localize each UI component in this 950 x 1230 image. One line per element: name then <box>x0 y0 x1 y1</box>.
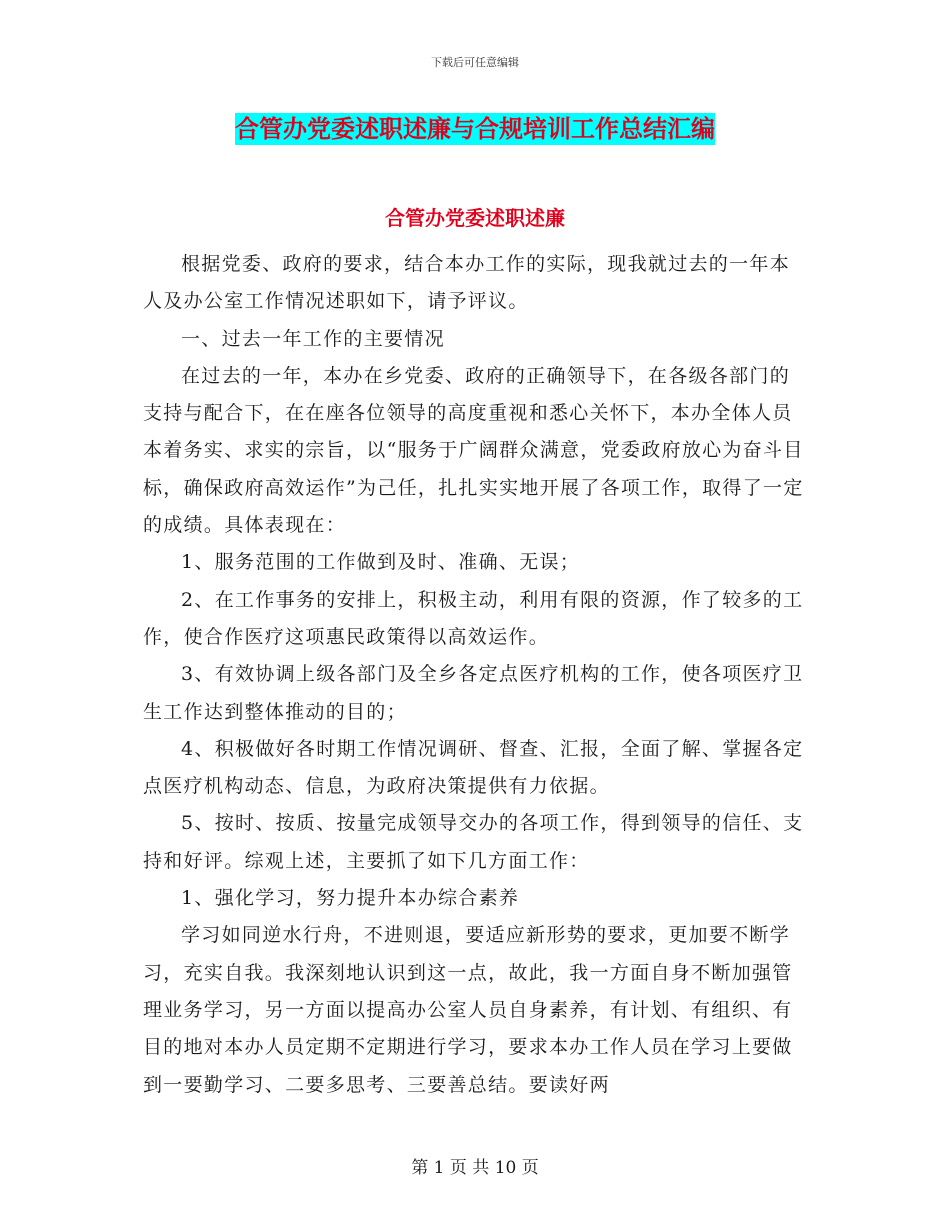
section-title: 合管办党委述职述廉 <box>385 206 565 230</box>
document-body <box>143 246 809 1104</box>
paragraph: 根据党委、政府的要求，结合本办工作的实际，现我就过去的一年本人及办公室工作情况述职如下，请予评议。 <box>143 253 791 313</box>
paragraph: 5、按时、按质、按量完成领导交办的各项工作，得到领导的信任、支持和好评。综观上述，主要抓了如下几方面工作： <box>143 812 804 872</box>
paragraph: 3、有效协调上级各部门及全乡各定点医疗机构的工作，使各项医疗卫生工作达到整体推动的目的； <box>143 663 804 723</box>
paragraph: 2、在工作事务的安排上，积极主动，利用有限的资源，作了较多的工作，使合作医疗这项惠民政策得以高效运作。 <box>143 588 804 648</box>
header-note: 下载后可任意编辑 <box>431 56 519 69</box>
paragraph: 1、服务范围的工作做到及时、准确、无误； <box>181 551 581 574</box>
paragraph: 学习如同逆水行舟，不进则退，要适应新形势的要求，更加要不断学习，充实自我。我深刻地认识到这一点，故此，我一方面自身不断加强管理业务学习，另一方面以提高办公室人员自身素养，有计划、有组织、有目的地对本办人员定期不定期进行学习，要求本办工作人员在学习上要做到一要勤学习、二要多思考、三要善总结。要读好两 <box>143 924 793 1096</box>
document-title <box>0 114 950 147</box>
paragraph: 1、强化学习，努力提升本办综合素养 <box>181 887 520 910</box>
paragraph: 一、过去一年工作的主要情况 <box>181 327 445 350</box>
paragraph: 4、积极做好各时期工作情况调研、督查、汇报，全面了解、掌握各定点医疗机构动态、信息，为政府决策提供有力依据。 <box>143 737 804 798</box>
paragraph: 在过去的一年，本办在乡党委、政府的正确领导下，在各级各部门的支持与配合下，在在座各位领导的高度重视和悉心关怀下，本办全体人员本着务实、求实的宗旨，以“服务于广阔群众满意，党委政府放心为奋斗目标，确保政府高效运作”为己任，扎扎实实地开展了各项工作，取得了一定的成绩。具体表现在： <box>143 364 804 537</box>
document-title-text: 合管办党委述职述廉与合规培训工作总结汇编 <box>235 115 715 143</box>
page-number: 第 1 页 共 10 页 <box>411 1158 539 1178</box>
